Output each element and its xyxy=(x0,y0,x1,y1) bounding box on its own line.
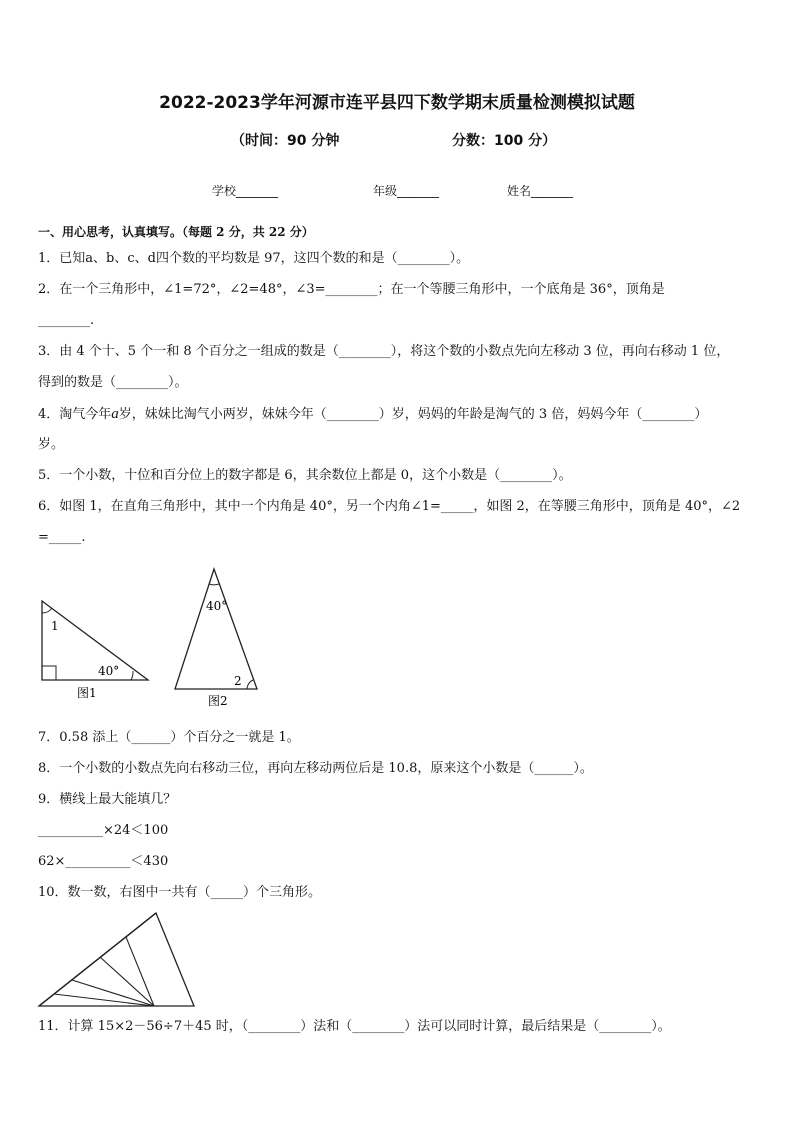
figure-2-apex-value: 40° xyxy=(206,599,228,613)
question-6-line-1: 6．如图 1，在直角三角形中，其中一个内角是 40°，另一个内角∠1=_____，如图 2，在等腰三角形中，顶角是 40°，∠2 xyxy=(38,499,741,514)
question-3-line-1: 3．由 4 个十、5 个一和 8 个百分之一组成的数是（________），将这个数的小数点先向左移动 3 位，再向右移动 1 位， xyxy=(38,344,730,359)
question-2-line-2: ________. xyxy=(38,313,95,328)
question-8: 8．一个小数的小数点先向右移动三位，再向左移动两位后是 10.8，原来这个小数是（______）。 xyxy=(38,761,593,776)
question-4-variable: a xyxy=(111,406,119,422)
figure-1-caption: 图1 xyxy=(77,686,97,700)
question-7: 7．0.58 添上（______）个百分之一就是 1。 xyxy=(38,730,300,745)
figure-2-angle-label: 2 xyxy=(234,674,242,688)
name-field: 姓名_______ xyxy=(507,184,574,198)
question-1: 1．已知a、b、c、d四个数的平均数是 97，这四个数的和是（________）。 xyxy=(38,251,470,266)
question-11: 11．计算 15×2－56÷7＋45 时，（________）法和（________）法可以同时计算，最后结果是（________）。 xyxy=(38,1019,671,1034)
figure-2 xyxy=(168,564,268,710)
question-6-line-2: =_____. xyxy=(38,530,86,545)
exam-score: 分数：100 分） xyxy=(452,133,557,149)
question-9-row-1: __________×24＜100 xyxy=(38,823,169,838)
question-2-line-1: 2．在一个三角形中，∠1=72°，∠2=48°，∠3=________；在一个等腰三角形中，一个底角是 36°，顶角是 xyxy=(38,282,665,297)
school-field: 学校_______ xyxy=(212,184,279,198)
figure-1 xyxy=(36,596,156,704)
figure-1-angle-label: 1 xyxy=(51,619,59,633)
figure-2-caption: 图2 xyxy=(208,694,228,708)
question-4-text-a: 4．淘气今年 xyxy=(38,407,112,422)
question-4-text-b: 岁，妹妹比淘气小两岁，妹妹今年（________）岁，妈妈的年龄是淘气的 3 倍，妈妈今年（________） xyxy=(118,407,708,422)
question-9: 9．横线上最大能填几？ xyxy=(38,792,177,807)
section-heading: 一、用心思考，认真填写。（每题 2 分，共 22 分） xyxy=(38,225,314,239)
grade-field: 年级_______ xyxy=(373,184,440,198)
question-4-line-2: 岁。 xyxy=(38,437,65,452)
question-10: 10．数一数，右图中一共有（_____）个三角形。 xyxy=(38,885,322,900)
figure-1-angle-value: 40° xyxy=(98,664,120,678)
question-4-line-1 xyxy=(38,406,707,423)
triangle-count-figure xyxy=(36,910,198,1010)
exam-title: 2022-2023学年河源市连平县四下数学期末质量检测模拟试题 xyxy=(159,93,635,113)
question-5: 5．一个小数，十位和百分位上的数字都是 6，其余数位上都是 0，这个小数是（________）。 xyxy=(38,468,572,483)
question-3-line-2: 得到的数是（________）。 xyxy=(38,375,188,390)
question-9-row-2: 62×__________＜430 xyxy=(38,854,169,869)
exam-time: （时间：90 分钟 xyxy=(231,133,340,149)
